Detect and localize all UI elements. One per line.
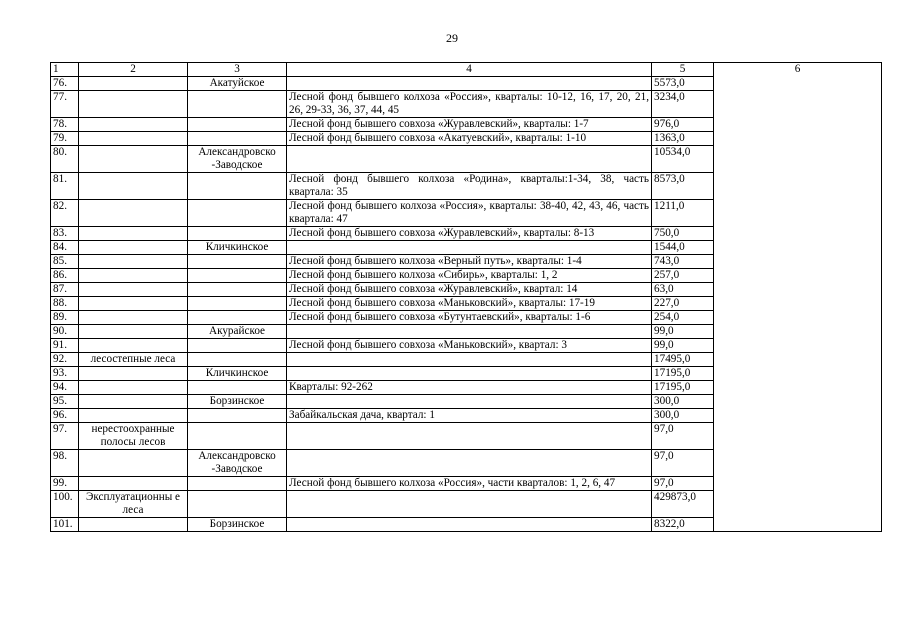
- description-cell: Кварталы: 92-262: [287, 381, 652, 395]
- district-cell: [188, 491, 287, 518]
- category-cell: [79, 241, 188, 255]
- district-cell: [188, 132, 287, 146]
- area-cell: 17195,0: [652, 381, 714, 395]
- description-cell: Лесной фонд бывшего колхоза «Россия», кварталы: 10-12, 16, 17, 20, 21, 26, 29-33, 36, 37, 44, 45: [287, 91, 652, 118]
- header-col-5: 5: [652, 63, 714, 77]
- category-cell: [79, 132, 188, 146]
- category-cell: [79, 518, 188, 532]
- district-cell: [188, 227, 287, 241]
- row-number: 83.: [51, 227, 79, 241]
- description-cell: Лесной фонд бывшего совхоза «Маньковский», квартал: 3: [287, 339, 652, 353]
- description-cell: Лесной фонд бывшего совхоза «Маньковский», кварталы: 17-19: [287, 297, 652, 311]
- area-cell: 254,0: [652, 311, 714, 325]
- header-col-1: 1: [51, 63, 79, 77]
- area-cell: 3234,0: [652, 91, 714, 118]
- row-number: 97.: [51, 423, 79, 450]
- area-cell: 300,0: [652, 409, 714, 423]
- district-cell: [188, 200, 287, 227]
- row-number: 81.: [51, 173, 79, 200]
- row-number: 88.: [51, 297, 79, 311]
- district-cell: [188, 255, 287, 269]
- row-number: 80.: [51, 146, 79, 173]
- row-number: 79.: [51, 132, 79, 146]
- row-number: 87.: [51, 283, 79, 297]
- description-cell: [287, 450, 652, 477]
- district-cell: Кличкинское: [188, 367, 287, 381]
- district-cell: [188, 353, 287, 367]
- area-cell: 97,0: [652, 477, 714, 491]
- category-cell: [79, 297, 188, 311]
- category-cell: [79, 146, 188, 173]
- category-cell: [79, 311, 188, 325]
- area-cell: 99,0: [652, 325, 714, 339]
- district-cell: Борзинское: [188, 395, 287, 409]
- row-number: 98.: [51, 450, 79, 477]
- district-cell: [188, 173, 287, 200]
- description-cell: Забайкальская дача, квартал: 1: [287, 409, 652, 423]
- category-cell: [79, 283, 188, 297]
- header-col-4: 4: [287, 63, 652, 77]
- area-cell: 1544,0: [652, 241, 714, 255]
- row-number: 94.: [51, 381, 79, 395]
- area-cell: 17495,0: [652, 353, 714, 367]
- row-number: 95.: [51, 395, 79, 409]
- row-number: 78.: [51, 118, 79, 132]
- area-cell: 429873,0: [652, 491, 714, 518]
- row-number: 77.: [51, 91, 79, 118]
- row-number: 90.: [51, 325, 79, 339]
- description-cell: [287, 325, 652, 339]
- area-cell: 8573,0: [652, 173, 714, 200]
- area-cell: 17195,0: [652, 367, 714, 381]
- district-cell: Борзинское: [188, 518, 287, 532]
- area-cell: 750,0: [652, 227, 714, 241]
- row-number: 82.: [51, 200, 79, 227]
- area-cell: 97,0: [652, 423, 714, 450]
- category-cell: [79, 255, 188, 269]
- area-cell: 976,0: [652, 118, 714, 132]
- category-cell: [79, 325, 188, 339]
- description-cell: [287, 518, 652, 532]
- area-cell: 5573,0: [652, 77, 714, 91]
- area-cell: 1363,0: [652, 132, 714, 146]
- category-cell: [79, 77, 188, 91]
- row-number: 101.: [51, 518, 79, 532]
- category-cell: Эксплуатационны е леса: [79, 491, 188, 518]
- district-cell: Кличкинское: [188, 241, 287, 255]
- category-cell: нерестоохранные полосы лесов: [79, 423, 188, 450]
- description-cell: [287, 491, 652, 518]
- district-cell: [188, 477, 287, 491]
- description-cell: [287, 241, 652, 255]
- area-cell: 8322,0: [652, 518, 714, 532]
- description-cell: [287, 423, 652, 450]
- description-cell: Лесной фонд бывшего колхоза «Россия», части кварталов: 1, 2, 6, 47: [287, 477, 652, 491]
- area-cell: 300,0: [652, 395, 714, 409]
- category-cell: [79, 91, 188, 118]
- category-cell: [79, 339, 188, 353]
- row-number: 86.: [51, 269, 79, 283]
- district-cell: Александровско -Заводское: [188, 450, 287, 477]
- district-cell: [188, 381, 287, 395]
- header-col-3: 3: [188, 63, 287, 77]
- category-cell: [79, 381, 188, 395]
- description-cell: Лесной фонд бывшего совхоза «Журавлевский», кварталы: 1-7: [287, 118, 652, 132]
- description-cell: Лесной фонд бывшего совхоза «Бутунтаевский», кварталы: 1-6: [287, 311, 652, 325]
- category-cell: [79, 477, 188, 491]
- district-cell: Акатуйское: [188, 77, 287, 91]
- category-cell: [79, 367, 188, 381]
- district-cell: Акурайское: [188, 325, 287, 339]
- category-cell: [79, 200, 188, 227]
- category-cell: [79, 409, 188, 423]
- category-cell: [79, 173, 188, 200]
- row-number: 92.: [51, 353, 79, 367]
- row-number: 93.: [51, 367, 79, 381]
- area-cell: 257,0: [652, 269, 714, 283]
- row-number: 99.: [51, 477, 79, 491]
- description-cell: Лесной фонд бывшего колхоза «Россия», кварталы: 38-40, 42, 43, 46, часть квартала: 47: [287, 200, 652, 227]
- page-number: 29: [446, 31, 458, 45]
- category-cell: [79, 395, 188, 409]
- row-number: 89.: [51, 311, 79, 325]
- district-cell: [188, 311, 287, 325]
- category-cell: [79, 450, 188, 477]
- district-cell: [188, 409, 287, 423]
- row-number: 91.: [51, 339, 79, 353]
- district-cell: [188, 269, 287, 283]
- forest-table: [50, 62, 882, 532]
- header-col-2: 2: [79, 63, 188, 77]
- category-cell: [79, 269, 188, 283]
- header-col-6: 6: [714, 63, 882, 532]
- district-cell: [188, 297, 287, 311]
- description-cell: Лесной фонд бывшего колхоза «Верный путь», кварталы: 1-4: [287, 255, 652, 269]
- description-cell: Лесной фонд бывшего колхоза «Родина», кварталы:1-34, 38, часть квартала: 35: [287, 173, 652, 200]
- district-cell: [188, 283, 287, 297]
- district-cell: [188, 91, 287, 118]
- district-cell: [188, 339, 287, 353]
- table-header-row: [51, 63, 882, 77]
- district-cell: Александровско -Заводское: [188, 146, 287, 173]
- district-cell: [188, 118, 287, 132]
- area-cell: 743,0: [652, 255, 714, 269]
- row-number: 100.: [51, 491, 79, 518]
- category-cell: [79, 118, 188, 132]
- district-cell: [188, 423, 287, 450]
- area-cell: 63,0: [652, 283, 714, 297]
- description-cell: [287, 367, 652, 381]
- row-number: 76.: [51, 77, 79, 91]
- description-cell: Лесной фонд бывшего совхоза «Акатуевский», кварталы: 1-10: [287, 132, 652, 146]
- area-cell: 10534,0: [652, 146, 714, 173]
- description-cell: Лесной фонд бывшего колхоза «Сибирь», кварталы: 1, 2: [287, 269, 652, 283]
- description-cell: [287, 77, 652, 91]
- description-cell: [287, 146, 652, 173]
- description-cell: [287, 395, 652, 409]
- area-cell: 97,0: [652, 450, 714, 477]
- area-cell: 1211,0: [652, 200, 714, 227]
- row-number: 96.: [51, 409, 79, 423]
- area-cell: 227,0: [652, 297, 714, 311]
- description-cell: Лесной фонд бывшего совхоза «Журавлевский», кварталы: 8-13: [287, 227, 652, 241]
- description-cell: Лесной фонд бывшего совхоза «Журавлевский», квартал: 14: [287, 283, 652, 297]
- category-cell: лесостепные леса: [79, 353, 188, 367]
- row-number: 85.: [51, 255, 79, 269]
- description-cell: [287, 353, 652, 367]
- category-cell: [79, 227, 188, 241]
- row-number: 84.: [51, 241, 79, 255]
- area-cell: 99,0: [652, 339, 714, 353]
